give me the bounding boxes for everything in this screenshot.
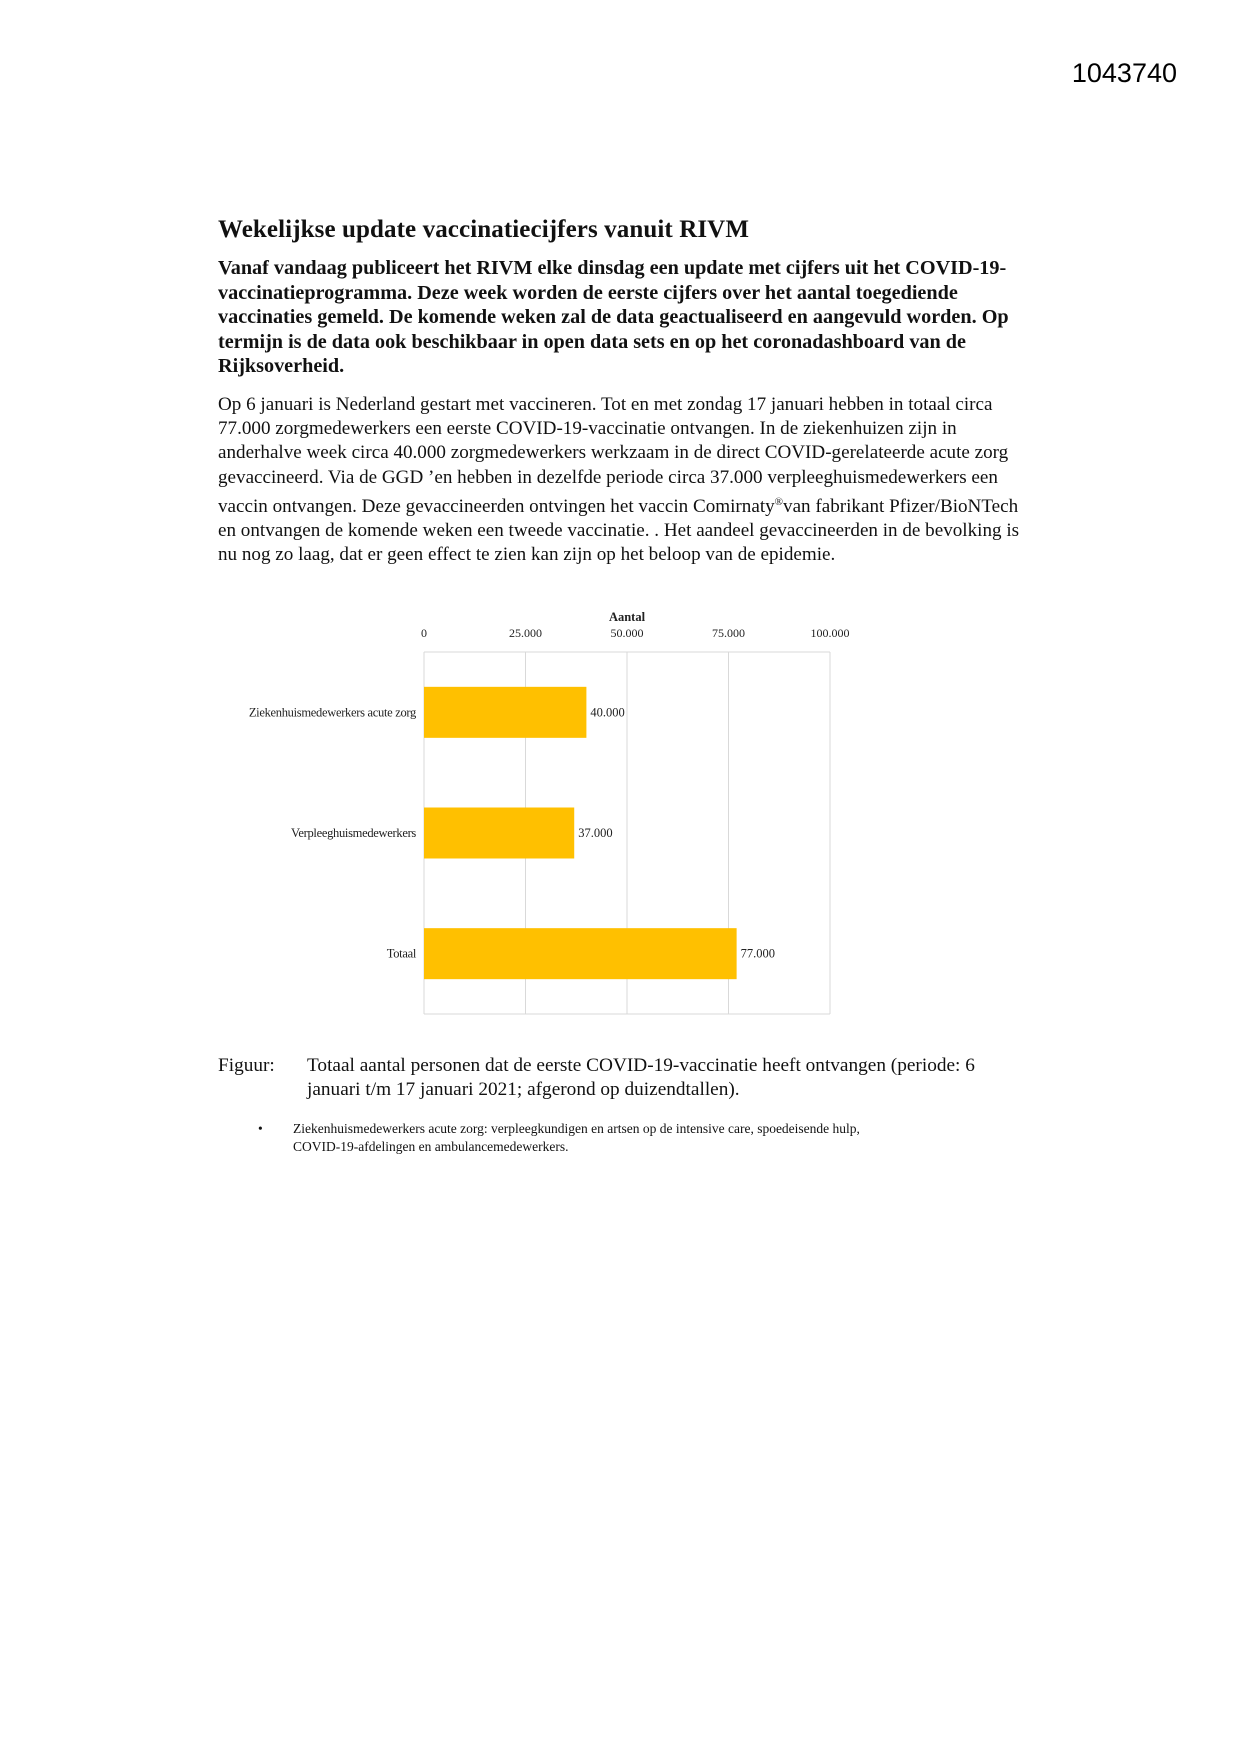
category-label: Verpleeghuismedewerkers <box>291 826 416 840</box>
chart-labels <box>249 612 850 961</box>
data-label: 77.000 <box>740 946 775 961</box>
article-title: Wekelijkse update vaccinatiecijfers vanuit RIVM <box>218 216 750 243</box>
bar <box>424 687 586 738</box>
x-tick-label: 50.000 <box>610 626 644 640</box>
x-tick-label: 75.000 <box>712 626 745 640</box>
bullet-icon: • <box>258 1121 263 1136</box>
category-label: Totaal <box>386 946 416 961</box>
page-number: 1043740 <box>1071 58 1177 88</box>
chart-svg <box>218 612 918 1036</box>
x-tick-label: 100.000 <box>810 626 850 640</box>
x-axis-title: Aantal <box>608 612 646 624</box>
vaccination-bar-chart <box>218 612 918 1036</box>
data-label: 40.000 <box>590 705 625 720</box>
category-label: Ziekenhuismedewerkers acute zorg <box>248 705 416 720</box>
caption-label: Figuur: <box>218 1055 275 1076</box>
registered-mark: ® <box>774 495 784 508</box>
figure-caption <box>218 1054 978 1101</box>
article <box>218 216 1030 567</box>
footnote-item <box>258 1120 878 1156</box>
lead-paragraph: Vanaf vandaag publiceert het RIVM elke dinsdag een update met cijfers uit het COVID-19-vaccinatieprogramma. Deze week worden de eerste cijfers over het aantal toegediende vaccinaties gemeld. De komende weken zal de data geactualiseerd en aangevuld worden. Op termijn is de data ook beschikbaar in open data sets en op het coronadashboard van de Rijksoverheid. <box>218 257 1009 378</box>
footnote-text: Ziekenhuismedewerkers acute zorg: verpleegkundigen en artsen op de intensive care, spoedeisende hulp, COVID-19-afdelingen en ambulancemedewerkers. <box>293 1121 860 1154</box>
footnotes <box>258 1120 878 1156</box>
data-label: 37.000 <box>578 826 613 840</box>
x-tick-label: 0 <box>421 626 427 640</box>
bar <box>424 808 574 859</box>
caption-text: Totaal aantal personen dat de eerste COVID-19-vaccinatie heeft ontvangen (periode: 6 januari t/m 17 januari 2021; afgerond op duizendtallen). <box>307 1055 975 1100</box>
x-tick-label: 25.000 <box>509 626 542 640</box>
body-text-part-1: Op 6 januari is Nederland gestart met vaccineren. Tot en met zondag 17 januari hebben in totaal circa 77.000 zorgmedewerkers een eerste COVID-19-vaccinatie ontvangen. In de ziekenhuizen zijn in anderhalve week circa 40.000 zorgmedewerkers werkzaam in de direct COVID-gerelateerde acute zorg gevaccineerd. Via de GGD ’en hebben in dezelfde periode circa 37.000 verpleeghuismedewerkers een vaccin ontvangen. Deze gevaccineerden ontvingen het vaccin Comirnaty <box>218 393 1009 517</box>
body-paragraph <box>218 393 1030 567</box>
body-text-part-2: van fabrikant Pfizer/BioNTech en ontvangen de komende weken een tweede vaccinatie. . Het aandeel gevaccineerden in de bevolking is nu nog zo laag, dat er geen effect te zien kan zijn op het beloop van de epidemie. <box>218 495 1020 566</box>
bar <box>424 928 737 979</box>
